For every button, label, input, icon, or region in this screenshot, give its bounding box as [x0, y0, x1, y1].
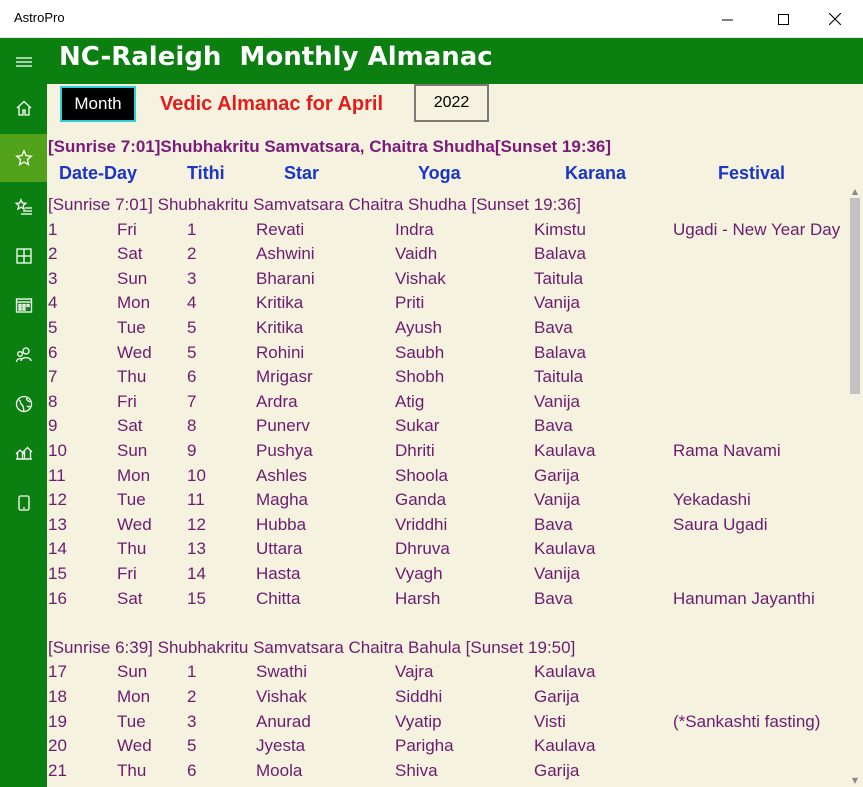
table-row[interactable] — [48, 318, 847, 342]
star-cell: Uttara — [256, 539, 303, 559]
table-row[interactable] — [48, 441, 847, 465]
nav-item-calendar[interactable] — [0, 281, 47, 329]
festival-cell: Hanuman Jayanthi — [673, 588, 815, 608]
date-cell: 20 — [48, 736, 67, 756]
karana-cell: Bava — [534, 514, 573, 534]
yoga-cell: Vyatip — [395, 711, 442, 731]
tithi-cell: 5 — [187, 736, 197, 756]
day-cell: Tue — [117, 711, 146, 731]
grid-icon — [15, 247, 33, 265]
day-cell: Thu — [117, 367, 147, 387]
day-cell: Mon — [117, 293, 151, 313]
karana-cell: Kaulava — [534, 662, 596, 682]
karana-cell: Bava — [534, 416, 573, 436]
star-cell: Rohini — [256, 342, 305, 362]
yoga-cell: Shobh — [395, 367, 445, 387]
vertical-scrollbar[interactable] — [847, 184, 863, 787]
karana-cell: Vanija — [534, 391, 580, 411]
almanac-list[interactable] — [47, 185, 847, 787]
star-cell: Chitta — [256, 588, 301, 608]
table-row[interactable] — [48, 662, 847, 686]
table-row[interactable] — [48, 244, 847, 268]
table-row[interactable] — [48, 564, 847, 588]
calendar-icon — [15, 296, 33, 314]
table-row[interactable] — [48, 761, 847, 785]
nav-item-home[interactable] — [0, 84, 47, 132]
tithi-cell: 9 — [187, 441, 197, 460]
day-cell: Fri — [117, 219, 137, 239]
star-cell: Kritika — [256, 318, 304, 337]
karana-cell: Taitula — [534, 268, 584, 288]
star-cell: Kritika — [256, 293, 304, 313]
star-cell: Anurad — [256, 711, 311, 731]
tithi-cell: 14 — [187, 564, 206, 583]
day-cell: Wed — [117, 736, 152, 756]
date-cell: 1 — [48, 219, 58, 239]
day-cell: Sat — [117, 588, 143, 608]
page-title: NC-Raleigh Monthly Almanac — [59, 42, 493, 72]
window-titlebar — [0, 0, 863, 38]
tithi-cell: 5 — [187, 318, 197, 337]
scroll-down-icon[interactable]: ▼ — [851, 775, 859, 785]
table-row[interactable] — [48, 589, 847, 613]
yoga-cell: Dhriti — [395, 441, 435, 460]
yoga-cell: Parigha — [395, 736, 454, 756]
star-cell: Ardra — [256, 391, 298, 411]
nav-menu-toggle[interactable] — [0, 38, 47, 86]
tithi-cell: 13 — [187, 539, 206, 559]
star-cell: Magha — [256, 490, 308, 510]
table-row[interactable] — [48, 515, 847, 539]
day-cell: Sat — [117, 416, 143, 436]
karana-cell: Visti — [534, 711, 566, 731]
year-input[interactable]: 2022 — [414, 84, 489, 122]
tithi-cell: 7 — [187, 391, 197, 411]
yoga-cell: Ganda — [395, 490, 447, 510]
day-cell: Mon — [117, 465, 151, 485]
close-icon — [829, 13, 841, 25]
table-row[interactable] — [48, 736, 847, 760]
month-button[interactable]: Month — [60, 86, 136, 122]
karana-cell: Bava — [534, 318, 573, 337]
tithi-cell: 5 — [187, 342, 197, 362]
day-cell: Fri — [117, 564, 137, 583]
column-header-star: Star — [284, 163, 320, 183]
date-cell: 17 — [48, 662, 67, 682]
star-cell: Hubba — [256, 514, 307, 534]
tithi-cell: 11 — [187, 490, 205, 510]
nav-item-houses[interactable] — [0, 429, 47, 477]
star-cell: Pushya — [256, 441, 313, 460]
hamburger-menu-icon — [15, 53, 33, 71]
date-cell: 8 — [48, 391, 58, 411]
table-row[interactable] — [48, 367, 847, 391]
karana-cell: Balava — [534, 244, 586, 264]
yoga-cell: Vaidh — [395, 244, 438, 264]
nav-item-grid[interactable] — [0, 232, 47, 280]
yoga-cell: Ayush — [395, 318, 442, 337]
window-title: AstroPro — [14, 10, 65, 25]
table-row[interactable] — [48, 687, 847, 711]
festival-cell: Saura Ugadi — [673, 514, 768, 534]
day-cell: Mon — [117, 687, 151, 706]
date-cell: 16 — [48, 588, 67, 608]
people-icon — [15, 346, 33, 364]
scroll-up-icon[interactable]: ▲ — [851, 186, 859, 196]
table-row[interactable] — [48, 343, 847, 367]
date-cell: 15 — [48, 564, 67, 583]
day-cell: Wed — [117, 514, 152, 534]
tithi-cell: 4 — [187, 293, 197, 313]
star-cell: Ashles — [256, 465, 308, 485]
karana-cell: Vanija — [534, 293, 580, 313]
yoga-cell: Saubh — [395, 342, 445, 362]
houses-icon — [15, 444, 33, 462]
date-cell: 7 — [48, 367, 58, 387]
month-summary: [Sunrise 7:01]Shubhakritu Samvatsara, Chaitra Shudha[Sunset 19:36] — [48, 137, 612, 156]
tithi-cell: 15 — [187, 588, 206, 608]
date-cell: 6 — [48, 342, 58, 362]
table-row[interactable] — [48, 490, 847, 514]
table-row[interactable] — [48, 466, 847, 490]
date-cell: 9 — [48, 416, 58, 436]
star-cell: Punerv — [256, 416, 310, 436]
karana-cell: Kaulava — [534, 539, 596, 559]
star-cell: Ashwini — [256, 244, 315, 264]
column-header-karana: Karana — [565, 163, 627, 183]
tithi-cell: 3 — [187, 711, 197, 731]
date-cell: 19 — [48, 711, 67, 731]
day-cell: Thu — [117, 539, 147, 559]
festival-cell: Rama Navami — [673, 441, 781, 460]
date-cell: 12 — [48, 490, 67, 510]
table-row[interactable] — [48, 269, 847, 293]
yoga-cell: Atig — [395, 391, 425, 411]
table-row[interactable] — [48, 539, 847, 563]
star-cell: Revati — [256, 219, 305, 239]
table-row[interactable] — [48, 293, 847, 317]
karana-cell: Balava — [534, 342, 586, 362]
karana-cell: Kaulava — [534, 736, 596, 756]
minimize-button[interactable] — [704, 0, 750, 38]
date-cell: 13 — [48, 514, 67, 534]
table-row[interactable] — [48, 416, 847, 440]
date-cell: 18 — [48, 687, 67, 706]
yoga-cell: Harsh — [395, 588, 441, 608]
date-cell: 21 — [48, 760, 67, 780]
yoga-cell: Vyagh — [395, 564, 443, 583]
nav-item-favorites[interactable] — [0, 134, 47, 182]
karana-cell: Garija — [534, 687, 580, 706]
maximize-button[interactable] — [760, 0, 806, 38]
festival-cell: (*Sankashti fasting) — [673, 711, 821, 731]
yoga-cell: Siddhi — [395, 687, 443, 706]
tablet-icon — [15, 494, 33, 512]
day-cell: Wed — [117, 342, 152, 362]
tithi-cell: 6 — [187, 760, 197, 780]
day-cell: Sat — [117, 244, 143, 264]
star-cell: Vishak — [256, 687, 307, 706]
star-icon — [15, 149, 33, 167]
nav-item-starred-list[interactable] — [0, 183, 47, 231]
date-cell: 5 — [48, 318, 58, 337]
day-cell: Tue — [117, 490, 146, 510]
date-cell: 2 — [48, 244, 58, 264]
star-cell: Jyesta — [256, 736, 306, 756]
table-row[interactable] — [48, 392, 847, 416]
nav-item-globe[interactable] — [0, 380, 47, 428]
tithi-cell: 12 — [187, 514, 206, 534]
yoga-cell: Indra — [395, 219, 434, 239]
yoga-cell: Vajra — [395, 662, 434, 682]
tithi-cell: 6 — [187, 367, 197, 387]
almanac-content — [47, 84, 863, 787]
column-header-date-day: Date-Day — [59, 163, 138, 183]
globe-icon — [15, 395, 33, 413]
yoga-cell: Shiva — [395, 760, 438, 780]
star-cell: Swathi — [256, 662, 308, 682]
nav-item-tablet[interactable] — [0, 479, 47, 527]
karana-cell: Kimstu — [534, 219, 586, 239]
scroll-thumb[interactable] — [850, 198, 860, 394]
tithi-cell: 3 — [187, 268, 197, 288]
close-button[interactable] — [812, 0, 858, 38]
date-cell: 11 — [48, 465, 66, 485]
tithi-cell: 8 — [187, 416, 197, 436]
day-cell: Sun — [117, 662, 148, 682]
star-cell: Hasta — [256, 564, 301, 583]
column-header-yoga: Yoga — [418, 163, 461, 183]
date-cell: 10 — [48, 441, 67, 460]
section-header: [Sunrise 6:39] Shubhakritu Samvatsara Chaitra Bahula [Sunset 19:50] — [48, 637, 576, 657]
karana-cell: Kaulava — [534, 441, 596, 460]
tithi-cell: 1 — [187, 662, 197, 682]
yoga-cell: Priti — [395, 293, 425, 313]
karana-cell: Bava — [534, 588, 573, 608]
star-cell: Mrigasr — [256, 367, 313, 387]
karana-cell: Garija — [534, 760, 580, 780]
almanac-heading: Vedic Almanac for April — [160, 93, 384, 115]
tithi-cell: 2 — [187, 687, 197, 706]
festival-cell: Ugadi - New Year Day — [673, 219, 841, 239]
day-cell: Sun — [117, 441, 148, 460]
tithi-cell: 1 — [187, 219, 197, 239]
yoga-cell: Vriddhi — [395, 514, 448, 534]
star-cell: Bharani — [256, 268, 315, 288]
karana-cell: Garija — [534, 465, 580, 485]
festival-cell: Yekadashi — [673, 490, 751, 510]
minimize-icon — [722, 14, 733, 25]
app-header — [47, 38, 863, 84]
star-cell: Moola — [256, 760, 303, 780]
column-header-tithi: Tithi — [187, 163, 225, 183]
tithi-cell: 2 — [187, 244, 197, 264]
yoga-cell: Dhruva — [395, 539, 450, 559]
table-row[interactable] — [48, 712, 847, 736]
star-list-icon — [15, 198, 33, 216]
tithi-cell: 10 — [187, 465, 206, 485]
day-cell: Sun — [117, 268, 148, 288]
home-icon — [15, 99, 33, 117]
column-header-festival: Festival — [718, 163, 786, 183]
karana-cell: Vanija — [534, 490, 580, 510]
section-header: [Sunrise 7:01] Shubhakritu Samvatsara Chaitra Shudha [Sunset 19:36] — [48, 195, 581, 214]
navigation-sidebar — [0, 38, 47, 787]
maximize-icon — [778, 14, 789, 25]
date-cell: 14 — [48, 539, 67, 559]
yoga-cell: Sukar — [395, 416, 440, 436]
date-cell: 4 — [48, 293, 58, 313]
day-cell: Thu — [117, 760, 147, 780]
day-cell: Fri — [117, 391, 137, 411]
karana-cell: Vanija — [534, 564, 580, 583]
day-cell: Tue — [117, 318, 146, 337]
yoga-cell: Vishak — [395, 268, 446, 288]
yoga-cell: Shoola — [395, 465, 448, 485]
karana-cell: Taitula — [534, 367, 584, 387]
table-row[interactable] — [48, 220, 847, 244]
date-cell: 3 — [48, 268, 58, 288]
nav-item-people[interactable] — [0, 331, 47, 379]
